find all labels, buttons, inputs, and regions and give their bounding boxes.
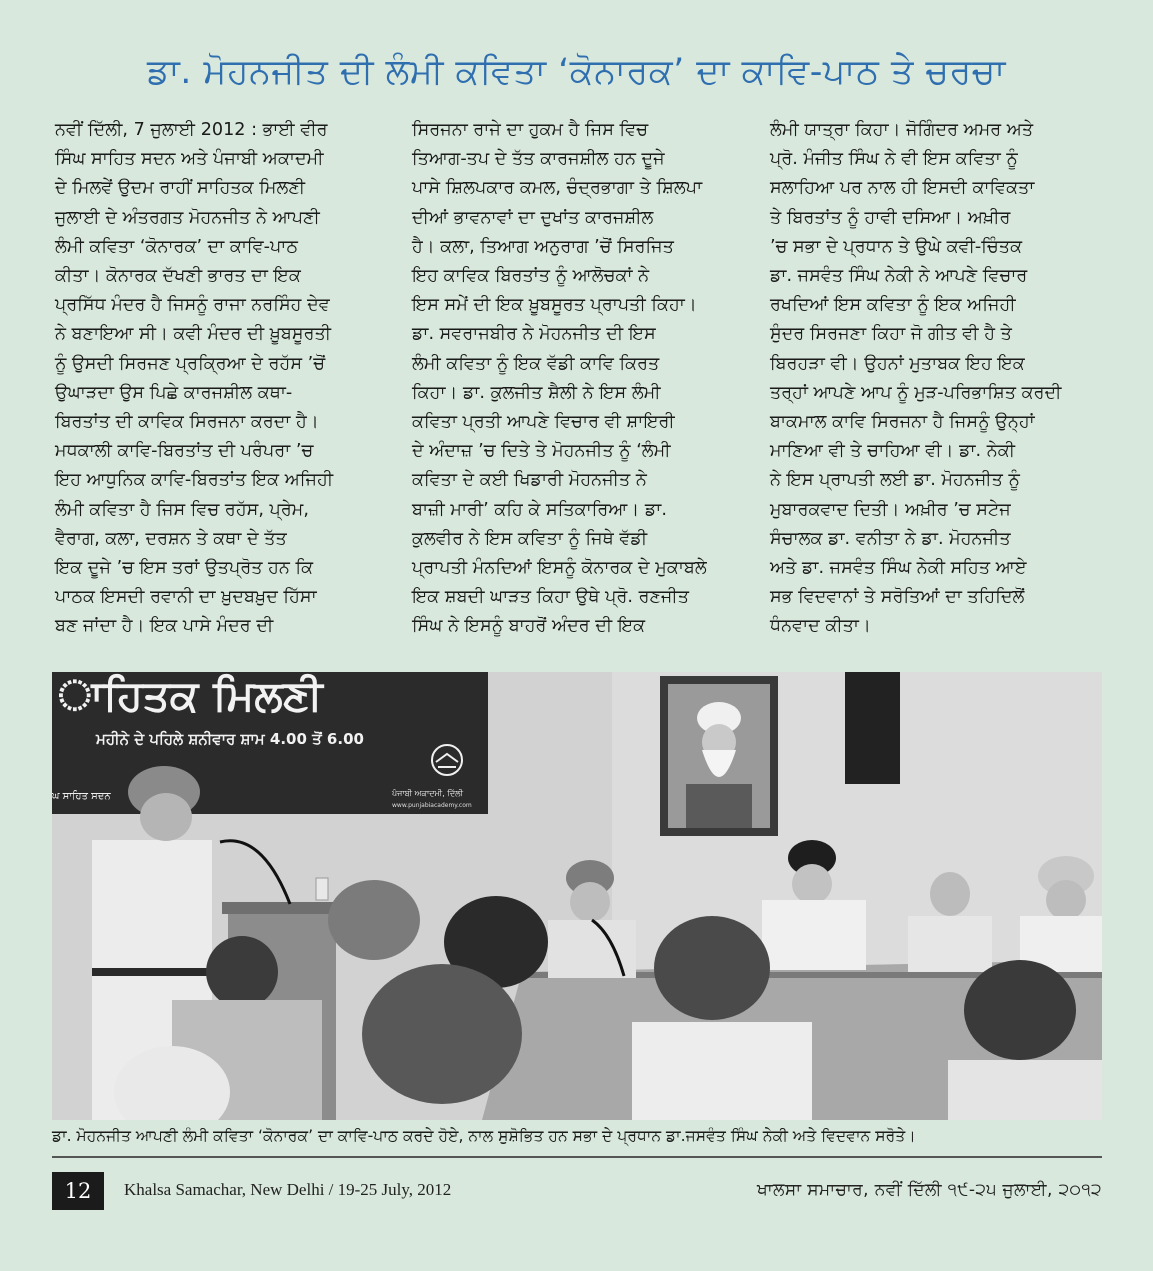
text-line: ਡਾ. ਸਵਰਾਜਬੀਰ ਨੇ ਮੋਹਨਜੀਤ ਦੀ ਇਸ — [412, 324, 656, 345]
wall-cabinet — [845, 672, 900, 784]
panelist-2-face — [792, 864, 832, 904]
portrait-robe — [686, 784, 752, 828]
page-number: 12 — [52, 1172, 104, 1210]
article-column-3 — [770, 116, 1098, 642]
publication-line-punjabi: ਖਾਲਸਾ ਸਮਾਚਾਰ, ਨਵੀਂ ਦਿੱਲੀ ੧੯-੨੫ ਜੁਲਾਈ, ੨੦੧੨ — [756, 1180, 1102, 1200]
text-line: ਲੰਮੀ ਯਾਤ੍ਰਾ ਕਿਹਾ। ਜੋਗਿੰਦਰ ਅਮਰ ਅਤੇ — [770, 120, 1034, 140]
speaker-face — [140, 793, 192, 841]
text-line: ਨਵੀਂ ਦਿੱਲੀ, 7 ਜੁਲਾਈ 2012 : ਭਾਈ ਵੀਰ — [55, 120, 328, 140]
audience-3-body — [632, 1022, 812, 1120]
text-line: ਲੰਮੀ ਕਵਿਤਾ ‘ਕੋਨਾਰਕ’ ਦਾ ਕਾਵਿ-ਪਾਠ — [55, 236, 298, 257]
text-line: ਨੂੰ ਉਸਦੀ ਸਿਰਜਣ ਪ੍ਰਕ੍ਰਿਆ ਦੇ ਰਹੱਸ ’ਚੋਂ — [55, 353, 326, 374]
text-line: ਤਿਆਗ-ਤਪ ਦੇ ਤੱਤ ਕਾਰਜਸ਼ੀਲ ਹਨ ਦੂਜੇ — [412, 149, 665, 170]
banner-url-text: www.punjabiacademy.com — [392, 802, 472, 809]
banner-line-text: ਮਹੀਨੇ ਦੇ ਪਹਿਲੇ ਸ਼ਨੀਵਾਰ ਸ਼ਾਮ 4.00 ਤੋਂ 6.00 — [96, 730, 364, 748]
lectern-top — [222, 902, 342, 914]
text-line: ਸੰਚਾਲਕ ਡਾ. ਵਨੀਤਾ ਨੇ ਡਾ. ਮੋਹਨਜੀਤ — [770, 528, 1011, 549]
text-line: ਸੁੰਦਰ ਸਿਰਜਣਾ ਕਿਹਾ ਜੋ ਗੀਤ ਵੀ ਹੈ ਤੇ — [770, 324, 1012, 345]
text-line: ਇਕ ਦੂਜੇ ’ਚ ਇਸ ਤਰਾਂ ਉਤਪ੍ਰੋਤ ਹਨ ਕਿ — [55, 558, 314, 579]
speaker-belt — [92, 968, 212, 976]
audience-4-body — [948, 1060, 1102, 1120]
text-line: ਤਰ੍ਹਾਂ ਆਪਣੇ ਆਪ ਨੂੰ ਮੁੜ-ਪਰਿਭਾਸ਼ਿਤ ਕਰਦੀ — [770, 382, 1062, 403]
banner-academy-text: ਪੰਜਾਬੀ ਅਕਾਦਮੀ, ਦਿੱਲੀ — [392, 789, 463, 798]
text-line: ਮੁਬਾਰਕਵਾਦ ਦਿਤੀ। ਅਖ਼ੀਰ ’ਚ ਸਟੇਜ — [770, 499, 1011, 520]
text-line: ਕੁਲਵੀਰ ਨੇ ਇਸ ਕਵਿਤਾ ਨੂੰ ਜਿਥੇ ਵੱਡੀ — [412, 528, 648, 549]
panelist-3-body — [908, 916, 992, 972]
text-line: ਸਿੰਘ ਸਾਹਿਤ ਸਦਨ ਅਤੇ ਪੰਜਾਬੀ ਅਕਾਦਮੀ — [55, 149, 324, 170]
publication-line-english: Khalsa Samachar, New Delhi / 19-25 July, 2012 — [124, 1180, 452, 1199]
panelist-3-head — [930, 872, 970, 916]
text-line: ਇਹ ਆਧੁਨਿਕ ਕਾਵਿ-ਬਿਰਤਾਂਤ ਇਕ ਅਜਿਹੀ — [55, 470, 334, 491]
text-line: ਇਕ ਸ਼ਬਦੀ ਘਾੜਤ ਕਿਹਾ ਉਥੇ ਪ੍ਰੋ. ਰਣਜੀਤ — [412, 587, 689, 608]
text-line: ਮਧਕਾਲੀ ਕਾਵਿ-ਬਿਰਤਾਂਤ ਦੀ ਪਰੰਪਰਾ ’ਚ — [55, 441, 314, 462]
audience-5-turban — [362, 964, 522, 1104]
footer-divider — [52, 1156, 1102, 1158]
audience-1-turban — [328, 880, 420, 960]
article-column-1 — [55, 116, 383, 642]
text-line: ਸਿਰਜਨਾ ਰਾਜੇ ਦਾ ਹੁਕਮ ਹੈ ਜਿਸ ਵਿਚ — [412, 120, 649, 140]
text-line: ਦੇ ਮਿਲਵੇਂ ਉਦਮ ਰਾਹੀਂ ਸਾਹਿਤਕ ਮਿਲਣੀ — [55, 178, 306, 199]
audience-4-turban — [964, 960, 1076, 1060]
text-line: ਕੀਤਾ। ਕੋਨਾਰਕ ਦੱਖਣੀ ਭਾਰਤ ਦਾ ਇਕ — [55, 266, 301, 287]
text-line: ਸਿੰਘ ਨੇ ਇਸਨੂੰ ਬਾਹਰੋਂ ਅੰਦਰ ਦੀ ਇਕ — [412, 616, 646, 637]
water-glass — [316, 878, 328, 900]
audience-6-head — [206, 936, 278, 1008]
text-line: ਨੇ ਇਸ ਪ੍ਰਾਪਤੀ ਲਈ ਡਾ. ਮੋਹਨਜੀਤ ਨੂੰ — [770, 470, 1020, 491]
text-line: ਤੇ ਬਿਰਤਾਂਤ ਨੂੰ ਹਾਵੀ ਦਸਿਆ। ਅਖ਼ੀਰ — [770, 207, 1011, 228]
text-line: ਪਾਠਕ ਇਸਦੀ ਰਵਾਨੀ ਦਾ ਖ਼ੁਦਬਖ਼ੁਦ ਹਿੱਸਾ — [55, 587, 317, 608]
text-line: ਕਵਿਤਾ ਦੇ ਕਈ ਖਿਡਾਰੀ ਮੋਹਨਜੀਤ ਨੇ — [412, 470, 647, 491]
text-line: ਕਵਿਤਾ ਪ੍ਰਤੀ ਆਪਣੇ ਵਿਚਾਰ ਵੀ ਸ਼ਾਇਰੀ — [412, 412, 675, 433]
audience-3-turban — [654, 916, 770, 1020]
text-line: ਮਾਣਿਆ ਵੀ ਤੇ ਚਾਹਿਆ ਵੀ। ਡਾ. ਨੇਕੀ — [770, 441, 1016, 462]
text-line: ਲੰਮੀ ਕਵਿਤਾ ਹੈ ਜਿਸ ਵਿਚ ਰਹੱਸ, ਪ੍ਰੇਮ, — [55, 499, 309, 520]
article-column-2 — [412, 116, 740, 642]
text-line: ਪਾਸੇ ਸ਼ਿਲਪਕਾਰ ਕਮਲ, ਚੰਦ੍ਰਭਾਗਾ ਤੇ ਸ਼ਿਲਪਾ — [412, 178, 703, 199]
text-line: ਧੰਨਵਾਦ ਕੀਤਾ। — [770, 616, 871, 637]
text-line: ਬਾਜ਼ੀ ਮਾਰੀ’ ਕਹਿ ਕੇ ਸਤਿਕਾਰਿਆ। ਡਾ. — [412, 499, 667, 520]
text-line: ਨੇ ਬਣਾਇਆ ਸੀ। ਕਵੀ ਮੰਦਰ ਦੀ ਖ਼ੂਬਸੂਰਤੀ — [55, 324, 332, 345]
panelist-1-face — [570, 882, 610, 922]
text-line: ਪ੍ਰਾਪਤੀ ਮੰਨਦਿਆਂ ਇਸਨੂੰ ਕੋਨਾਰਕ ਦੇ ਮੁਕਾਬਲੇ — [412, 558, 707, 579]
text-line: ’ਚ ਸਭਾ ਦੇ ਪ੍ਰਧਾਨ ਤੇ ਉਘੇ ਕਵੀ-ਚਿੰਤਕ — [770, 236, 1023, 257]
photo-caption: ਡਾ. ਮੋਹਨਜੀਤ ਆਪਣੀ ਲੰਮੀ ਕਵਿਤਾ ‘ਕੋਨਾਰਕ’ ਦਾ ਕਾਵਿ-ਪਾਠ ਕਰਦੇ ਹੋਏ, ਨਾਲ ਸੁਸ਼ੋਭਿਤ ਹਨ ਸਭਾ ਦੇ ਪ੍ਰਧਾਨ ਡਾ.ਜਸਵੰਤ ਸਿੰਘ ਨੇਕੀ ਅਤੇ ਵਿਦਵਾਨ ਸਰੋਤੇ। — [52, 1127, 916, 1145]
text-line: ਵੈਰਾਗ, ਕਲਾ, ਦਰਸ਼ਨ ਤੇ ਕਥਾ ਦੇ ਤੱਤ — [55, 528, 287, 549]
banner-left-text: ਘ ਸਾਹਿਤ ਸਦਨ — [52, 791, 111, 802]
text-line: ਜੁਲਾਈ ਦੇ ਅੰਤਰਗਤ ਮੋਹਨਜੀਤ ਨੇ ਆਪਣੀ — [55, 207, 320, 228]
panelist-2-body — [762, 900, 866, 970]
text-line: ਦੇ ਅੰਦਾਜ਼ ’ਚ ਦਿਤੇ ਤੇ ਮੋਹਨਜੀਤ ਨੂੰ ‘ਲੰਮੀ — [412, 441, 671, 462]
panelist-4-face — [1046, 880, 1086, 920]
text-line: ਉਘਾੜਦਾ ਉਸ ਪਿਛੇ ਕਾਰਜਸ਼ੀਲ ਕਥਾ- — [55, 382, 293, 403]
text-line: ਲੰਮੀ ਕਵਿਤਾ ਨੂੰ ਇਕ ਵੱਡੀ ਕਾਵਿ ਕਿਰਤ — [412, 353, 660, 374]
text-line: ਰਖਦਿਆਂ ਇਸ ਕਵਿਤਾ ਨੂੰ ਇਕ ਅਜਿਹੀ — [770, 295, 1016, 316]
text-line: ਅਤੇ ਡਾ. ਜਸਵੰਤ ਸਿੰਘ ਨੇਕੀ ਸਹਿਤ ਆਏ — [770, 558, 1027, 579]
text-line: ਸਭ ਵਿਦਵਾਨਾਂ ਤੇ ਸਰੋਤਿਆਂ ਦਾ ਤਹਿਦਿਲੋਂ — [770, 587, 1025, 608]
banner-big-text: ਾਹਿਤਕ ਮਿਲਣੀ — [58, 672, 323, 720]
text-line: ਪ੍ਰੋ. ਮੰਜੀਤ ਸਿੰਘ ਨੇ ਵੀ ਇਸ ਕਵਿਤਾ ਨੂੰ — [770, 149, 1018, 170]
text-line: ਬਿਰਹੜਾ ਵੀ। ਉਹਨਾਂ ਮੁਤਾਬਕ ਇਹ ਇਕ — [770, 353, 1025, 374]
text-line: ਦੀਆਂ ਭਾਵਨਾਵਾਂ ਦਾ ਦੁਖਾਂਤ ਕਾਰਜਸ਼ੀਲ — [412, 207, 654, 228]
text-line: ਹੈ। ਕਲਾ, ਤਿਆਗ ਅਨੁਰਾਗ ’ਚੋਂ ਸਿਰਜਿਤ — [412, 236, 674, 257]
text-line: ਕਿਹਾ। ਡਾ. ਕੁਲਜੀਤ ਸ਼ੈਲੀ ਨੇ ਇਸ ਲੰਮੀ — [412, 382, 661, 403]
text-line: ਬਾਕਮਾਲ ਕਾਵਿ ਸਿਰਜਨਾ ਹੈ ਜਿਸਨੂੰ ਉਨ੍ਹਾਂ — [770, 412, 1035, 433]
text-line: ਇਹ ਕਾਵਿਕ ਬਿਰਤਾਂਤ ਨੂੰ ਆਲੋਚਕਾਂ ਨੇ — [412, 266, 650, 287]
article-title: ਡਾ. ਮੋਹਨਜੀਤ ਦੀ ਲੰਮੀ ਕਵਿਤਾ ‘ਕੋਨਾਰਕ’ ਦਾ ਕਾਵਿ-ਪਾਠ ਤੇ ਚਰਚਾ — [147, 52, 1006, 92]
text-line: ਪ੍ਰਸਿੱਧ ਮੰਦਰ ਹੈ ਜਿਸਨੂੰ ਰਾਜਾ ਨਰਸਿੰਹ ਦੇਵ — [55, 295, 330, 316]
text-line: ਸਲਾਹਿਆ ਪਰ ਨਾਲ ਹੀ ਇਸਦੀ ਕਾਵਿਕਤਾ — [770, 178, 1035, 199]
event-photo — [52, 672, 1102, 1120]
text-line: ਇਸ ਸਮੇਂ ਦੀ ਇਕ ਖ਼ੂਬਸੂਰਤ ਪ੍ਰਾਪਤੀ ਕਿਹਾ। — [412, 295, 697, 316]
text-line: ਡਾ. ਜਸਵੰਤ ਸਿੰਘ ਨੇਕੀ ਨੇ ਆਪਣੇ ਵਿਚਾਰ — [770, 266, 1028, 287]
text-line: ਬਿਰਤਾਂਤ ਦੀ ਕਾਵਿਕ ਸਿਰਜਨਾ ਕਰਦਾ ਹੈ। — [55, 412, 319, 433]
text-line: ਬਣ ਜਾਂਦਾ ਹੈ। ਇਕ ਪਾਸੇ ਮੰਦਰ ਦੀ — [55, 616, 274, 637]
